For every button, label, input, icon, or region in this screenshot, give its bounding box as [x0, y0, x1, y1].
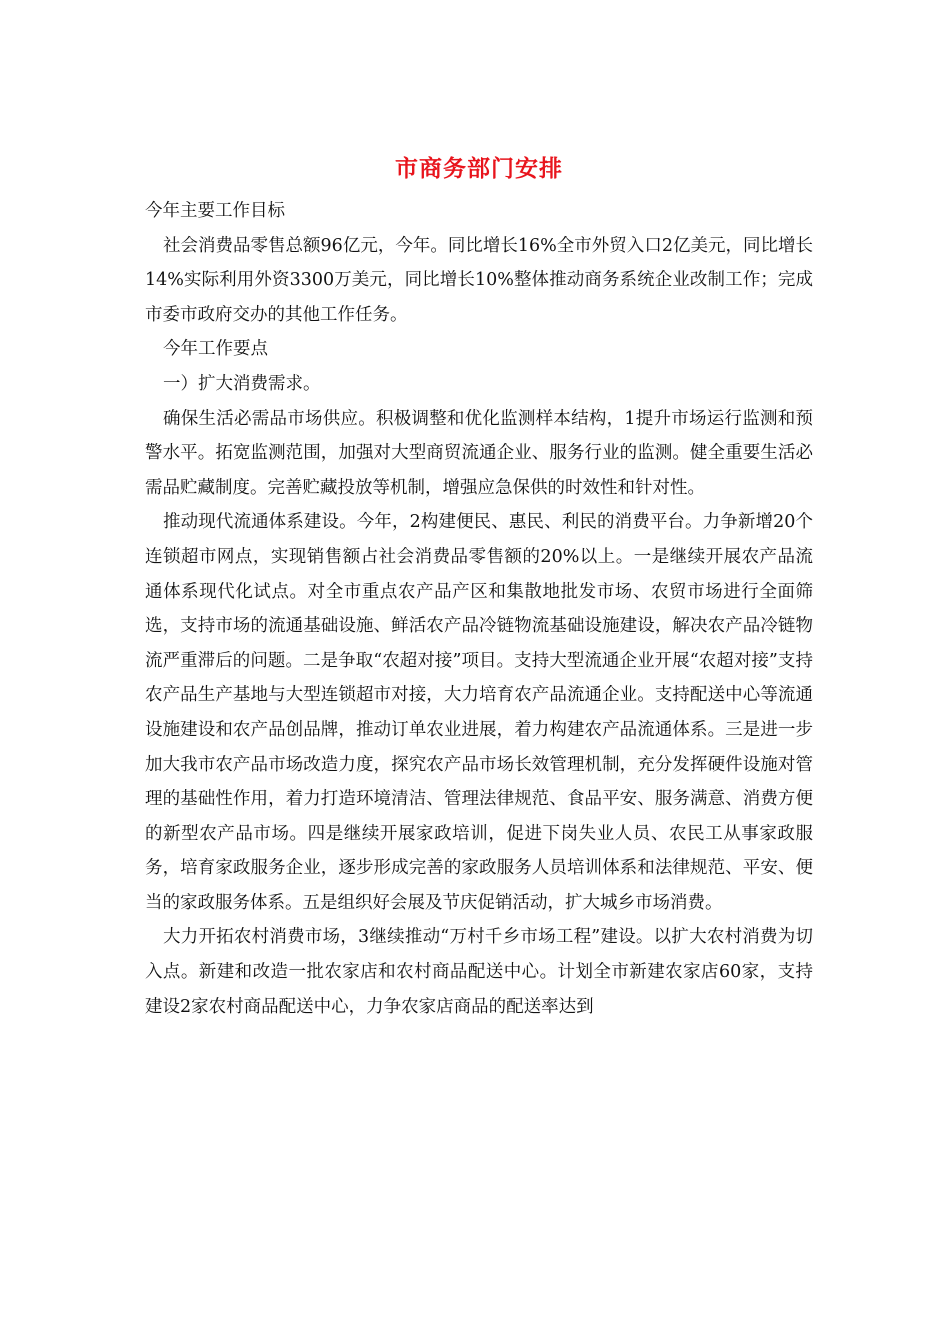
document-title: 市商务部门安排 [395, 155, 563, 182]
paragraph-distribution: 推动现代流通体系建设。今年，2构建便民、惠民、利民的消费平台。力争新增20个连锁超市网点，实现销售额占社会消费品零售额的20%以上。一是继续开展农产品流通体系现代化试点。对全市重点农产品产区和集散地批发市场、农贸市场进行全面筛选，支持市场的流通基础设施、鲜活农产品冷链物流基础设施建设，解决农产品冷链物流严重滞后的问题。二是争取“农超对接”项目。支持大型流通企业开展“农超对接”支持农产品生产基地与大型连锁超市对接，大力培育农产品流通企业。支持配送中心等流通设施建设和农产品创品牌，推动订单农业进展，着力构建农产品流通体系。三是进一步加大我市农产品市场改造力度，探究农产品市场长效管理机制，充分发挥硬件设施对管理的基础性作用，着力打造环境清洁、管理法律规范、食品平安、服务满意、消费方便的新型农产品市场。四是继续开展家政培训，促进下岗失业人员、农民工从事家政服务，培育家政服务企业，逐步形成完善的家政服务人员培训体系和法律规范、平安、便当的家政服务体系。五是组织好会展及节庆促销活动，扩大城乡市场消费。 [145, 512, 813, 913]
document-page [145, 150, 813, 1024]
heading-annual-targets: 今年主要工作目标 [145, 201, 285, 221]
paragraph-targets: 社会消费品零售总额96亿元，今年。同比增长16%全市外贸入口2亿美元，同比增长14%实际利用外资3300万美元，同比增长10%整体推动商务系统企业改制工作；完成市委市政府交办的其他工作任务。 [145, 235, 813, 325]
heading-section-1: 一）扩大消费需求。 [163, 373, 321, 394]
paragraph-rural-market: 大力开拓农村消费市场，3继续推动“万村千乡市场工程”建设。以扩大农村消费为切入点。新建和改造一批农家店和农村商品配送中心。计划全市新建农家店60家，支持建设2家农村商品配送中心，力争农家店商品的配送率达到 [145, 927, 813, 1017]
heading-work-points: 今年工作要点 [163, 339, 268, 360]
paragraph-supply: 确保生活必需品市场供应。积极调整和优化监测样本结构，1提升市场运行监测和预警水平。拓宽监测范围，加强对大型商贸流通企业、服务行业的监测。健全重要生活必需品贮藏制度。完善贮藏投放等机制，增强应急保供的时效性和针对性。 [145, 408, 813, 498]
